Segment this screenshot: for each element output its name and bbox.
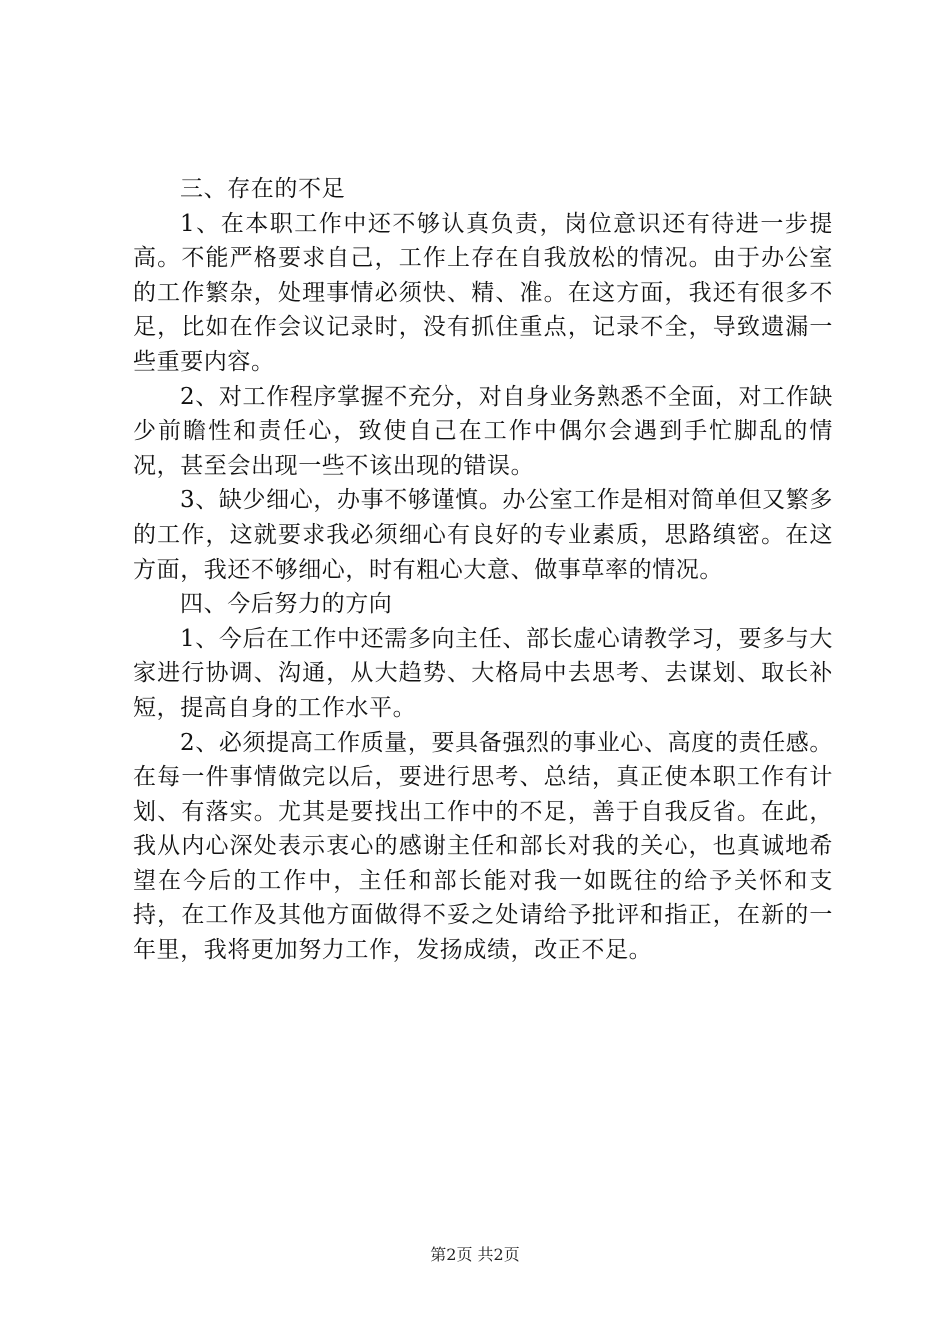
paragraph: 3、缺少细心，办事不够谨慎。办公室工作是相对简单但又繁多的工作，这就要求我必须细心有良好的专业素质，思路缜密。在这方面，我还不够细心，时有粗心大意、做事草率的情况。 (133, 487, 833, 583)
section-heading-shortcomings: 三、存在的不足 (180, 176, 346, 202)
page-footer (0, 1245, 950, 1265)
paragraph: 2、对工作程序掌握不充分，对自身业务熟悉不全面，对工作缺少前瞻性和责任心，致使自己在工作中偶尔会遇到手忙脚乱的情况，甚至会出现一些不该出现的错误。 (133, 383, 833, 479)
section-heading-future-direction: 四、今后努力的方向 (180, 591, 393, 618)
page-number: 第2页 共2页 (430, 1245, 520, 1264)
paragraph: 2、必须提高工作质量，要具备强烈的事业心、高度的责任感。在每一件事情做完以后，要进行思考、总结，真正使本职工作有计划、有落实。尤其是要找出工作中的不足，善于自我反省。在此，我从内心深处表示衷心的感谢主任和部长对我的关心，也真诚地希望在今后的工作中，主任和部长能对我一如既往的给予关怀和支持，在工作及其他方面做得不妥之处请给予批评和指正，在新的一年里，我将更加努力工作，发扬成绩，改正不足。 (133, 729, 833, 964)
document-body (133, 172, 833, 968)
paragraph: 1、在本职工作中还不够认真负责，岗位意识还有待进一步提高。不能严格要求自己，工作上存在自我放松的情况。由于办公室的工作繁杂，处理事情必须快、精、准。在这方面，我还有很多不足，比如在作会议记录时，没有抓住重点，记录不全，导致遗漏一些重要内容。 (133, 210, 833, 375)
paragraph: 1、今后在工作中还需多向主任、部长虚心请教学习，要多与大家进行协调、沟通，从大趋势、大格局中去思考、去谋划、取长补短，提高自身的工作水平。 (133, 625, 833, 721)
